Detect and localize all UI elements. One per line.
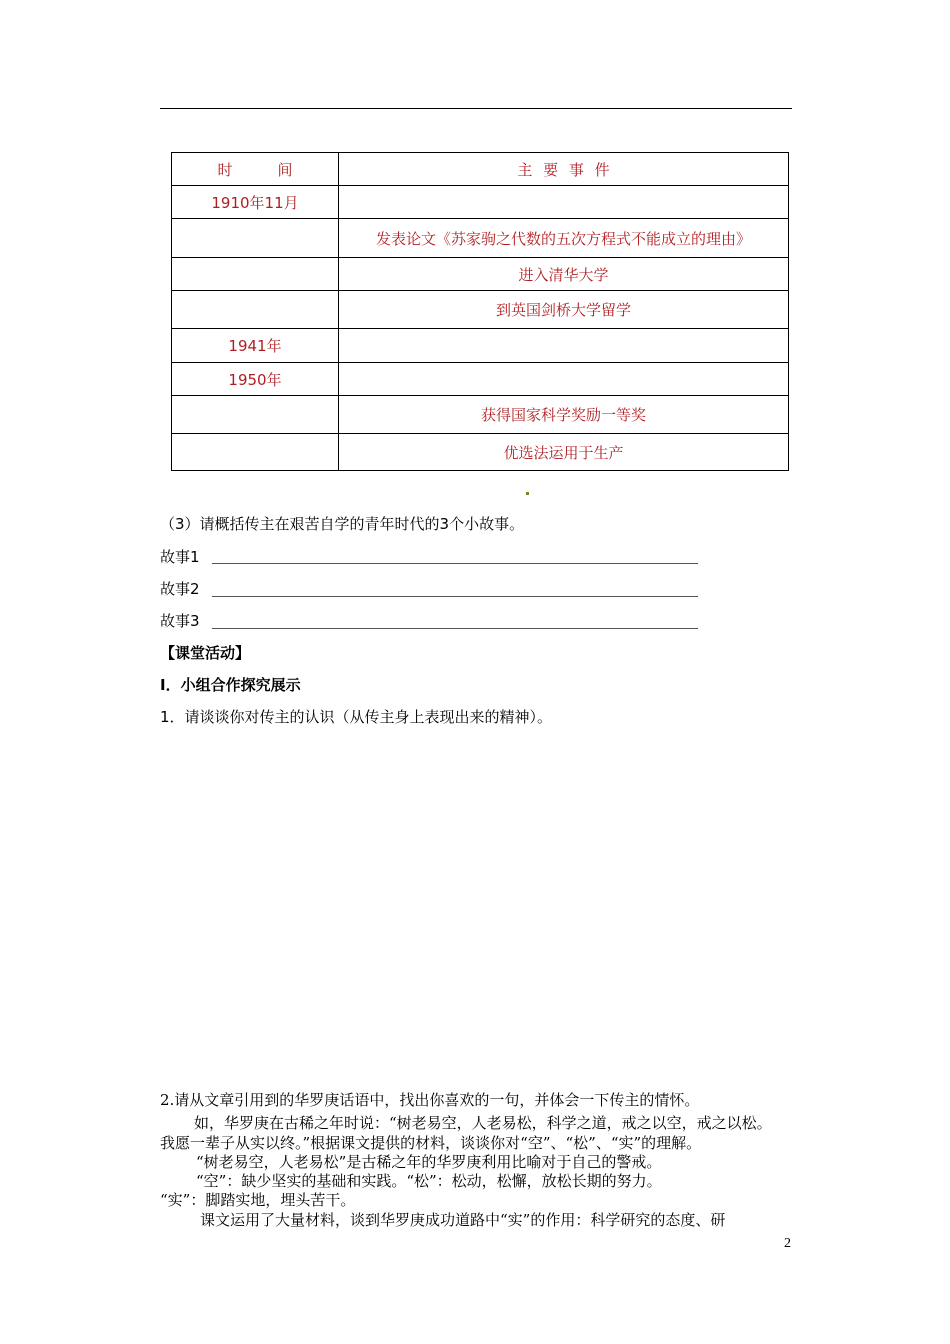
row-time [172,434,339,471]
story-3-answer-line[interactable] [212,628,698,629]
para-5: 课文运用了大量材料，谈到华罗庚成功道路中“实”的作用：科学研究的态度、研 [200,1211,726,1229]
row-time: 1941年 [172,329,339,363]
table-row [172,219,789,258]
row-event [339,363,789,396]
row-event: 发表论文《苏家驹之代数的五次方程式不能成立的理由》 [339,219,789,258]
para-1-line-1: 如，华罗庚在古稀之年时说：“树老易空，人老易松，科学之道，戒之以空，戒之以松。 [194,1114,772,1132]
row-event [339,186,789,219]
header-rule [160,108,792,109]
row-event [339,329,789,363]
row-event: 进入清华大学 [339,258,789,291]
header-event: 主 要 事 件 [339,153,789,186]
section-title: 【课堂活动】 [160,644,251,662]
story-2 [160,578,212,599]
stray-dot [526,492,529,495]
story-3 [160,610,212,631]
row-event: 获得国家科学奖励一等奖 [339,396,789,434]
table-row [172,363,789,396]
para-2: “树老易空，人老易松”是古稀之年的华罗庚利用比喻对于自己的警戒。 [196,1153,662,1171]
table-header-row [172,153,789,186]
story-2-label: 故事2 [160,580,200,598]
item-2: 2.请从文章引用到的华罗庚话语中，找出你喜欢的一句，并体会一下传主的情怀。 [160,1091,700,1109]
table-row [172,434,789,471]
story-3-label: 故事3 [160,612,200,630]
table-row [172,258,789,291]
story-2-answer-line[interactable] [212,596,698,597]
para-1-line-2: 我愿一辈子从实以终。”根据课文提供的材料，谈谈你对“空”、“松”、“实”的理解。 [160,1134,702,1152]
item-1: 1．请谈谈你对传主的认识（从传主身上表现出来的精神）。 [160,708,553,726]
row-time [172,291,339,329]
table-row [172,291,789,329]
story-1 [160,546,212,567]
para-3: “空”：缺少坚实的基础和实践。“松”：松动，松懈，放松长期的努力。 [196,1172,662,1190]
table-row [172,186,789,219]
row-time [172,258,339,291]
question-3: （3）请概括传主在艰苦自学的青年时代的3个小故事。 [160,515,525,533]
story-1-answer-line[interactable] [212,563,698,564]
table-row [172,396,789,434]
story-1-label: 故事1 [160,548,200,566]
row-time: 1910年11月 [172,186,339,219]
header-time: 时 间 [172,153,339,186]
para-4: “实”：脚踏实地，埋头苦干。 [160,1191,356,1209]
row-time: 1950年 [172,363,339,396]
row-event: 到英国剑桥大学留学 [339,291,789,329]
table-row [172,329,789,363]
subsection-title: Ⅰ．小组合作探究展示 [160,676,301,694]
row-time [172,396,339,434]
row-time [172,219,339,258]
row-event: 优选法运用于生产 [339,434,789,471]
events-table [171,152,789,471]
page-number: 2 [784,1236,791,1251]
